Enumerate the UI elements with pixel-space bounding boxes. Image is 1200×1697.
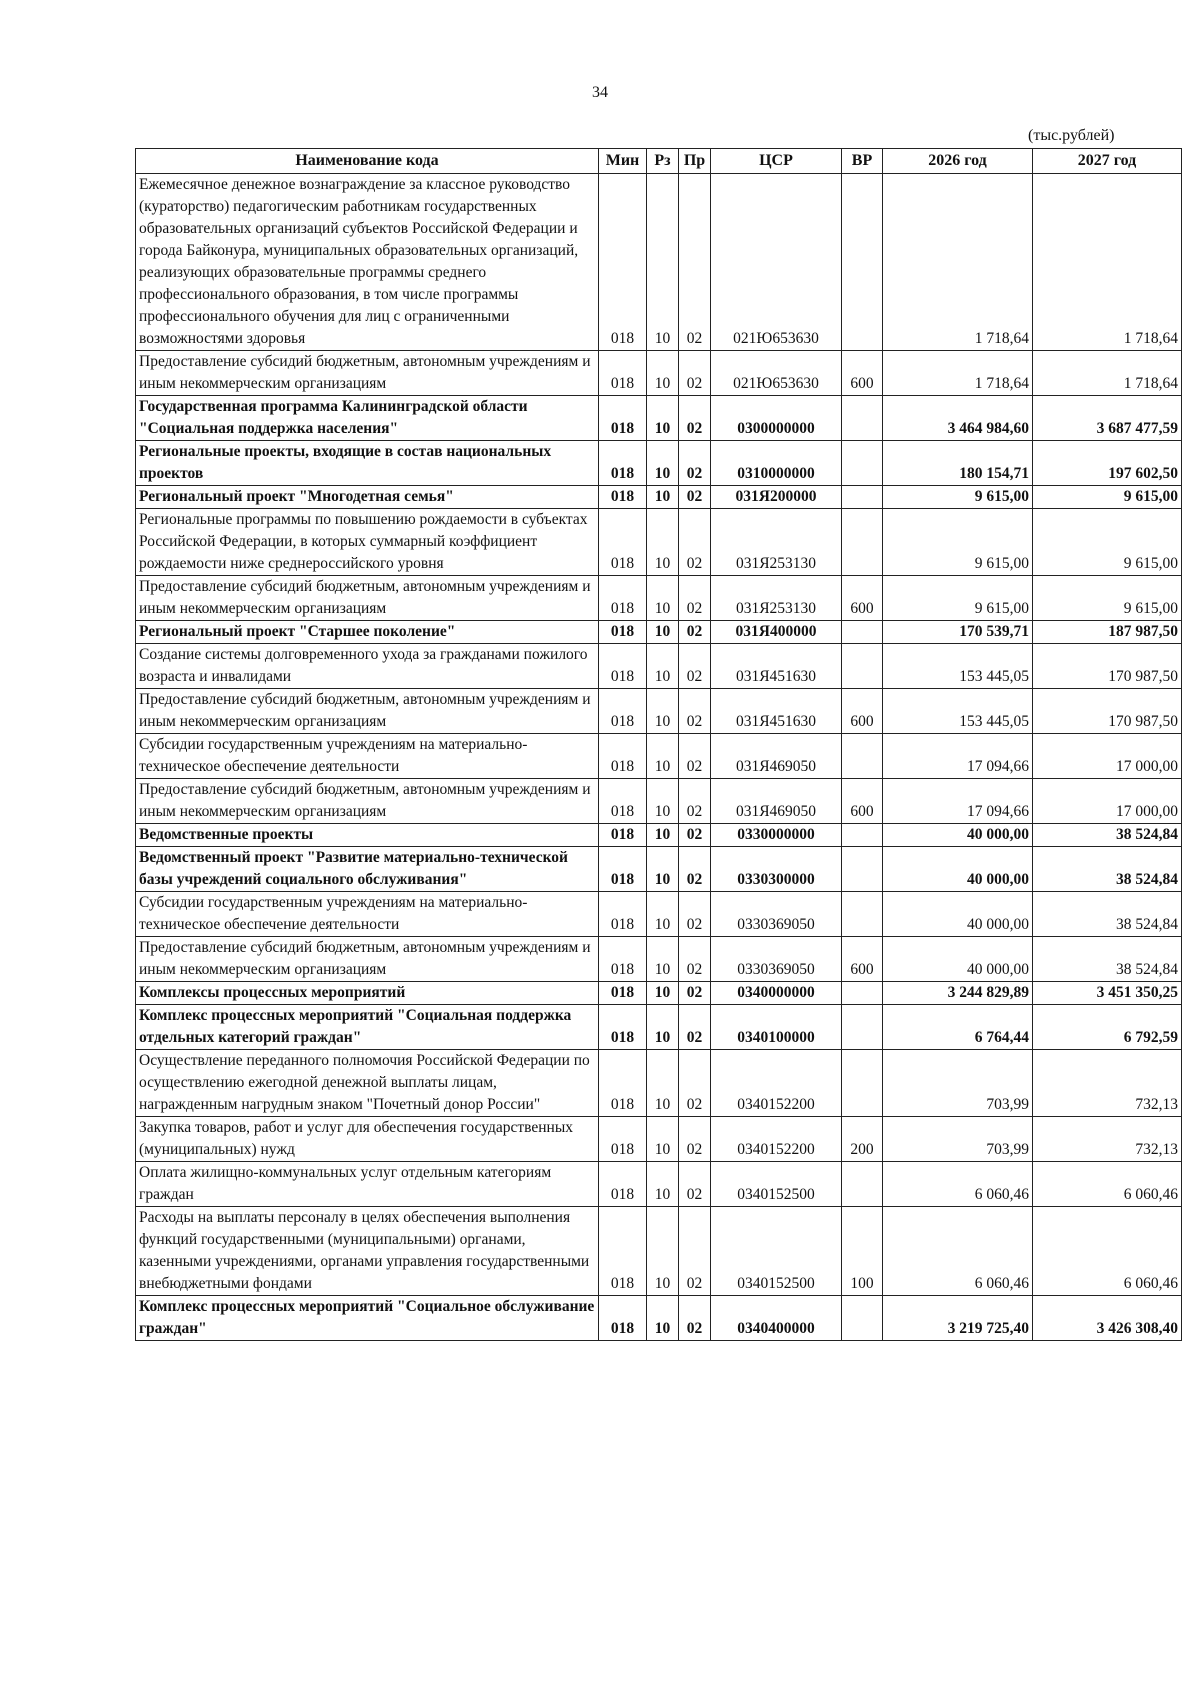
- cell-vr: 200: [842, 1117, 883, 1162]
- cell-2026: 40 000,00: [883, 847, 1033, 892]
- table-row: [136, 1117, 1182, 1162]
- cell-name: Расходы на выплаты персоналу в целях обеспечения выполнения функций государственными (муниципальными) органами, казенными учреждениями, органами управления государственными внебюджетными фондами: [136, 1207, 599, 1296]
- cell-csr: 031Я253130: [711, 576, 842, 621]
- cell-min: 018: [599, 441, 647, 486]
- table-row: [136, 779, 1182, 824]
- cell-rz: 10: [647, 1117, 679, 1162]
- cell-2026: 6 060,46: [883, 1162, 1033, 1207]
- cell-name: Ежемесячное денежное вознаграждение за классное руководство (кураторство) педагогическим работникам государственных образовательных организаций субъектов Российской Федерации и города Байконура, муниципальных образовательных организаций, реализующих образовательные программы среднего профессионального образования, в том числе программы профессионального обучения для лиц с ограниченными возможностями здоровья: [136, 174, 599, 351]
- cell-csr: 0340152500: [711, 1162, 842, 1207]
- cell-2026: 703,99: [883, 1050, 1033, 1117]
- cell-name: Предоставление субсидий бюджетным, автономным учреждениям и иным некоммерческим организациям: [136, 576, 599, 621]
- cell-2027: 170 987,50: [1033, 689, 1182, 734]
- cell-name: Субсидии государственным учреждениям на материально-техническое обеспечение деятельности: [136, 892, 599, 937]
- cell-vr: [842, 824, 883, 847]
- cell-min: 018: [599, 937, 647, 982]
- table-row: [136, 174, 1182, 351]
- cell-pr: 02: [679, 576, 711, 621]
- cell-csr: 0340152500: [711, 1207, 842, 1296]
- cell-name: Предоставление субсидий бюджетным, автономным учреждениям и иным некоммерческим организациям: [136, 937, 599, 982]
- header-2026: 2026 год: [883, 149, 1033, 174]
- cell-pr: 02: [679, 982, 711, 1005]
- cell-2026: 40 000,00: [883, 892, 1033, 937]
- table-row: [136, 892, 1182, 937]
- cell-csr: 031Я469050: [711, 779, 842, 824]
- cell-2027: 6 792,59: [1033, 1005, 1182, 1050]
- cell-vr: [842, 441, 883, 486]
- budget-table: [135, 148, 1182, 1341]
- cell-pr: 02: [679, 621, 711, 644]
- cell-min: 018: [599, 1005, 647, 1050]
- cell-2027: 9 615,00: [1033, 509, 1182, 576]
- cell-2027: 732,13: [1033, 1050, 1182, 1117]
- cell-rz: 10: [647, 441, 679, 486]
- cell-name: Государственная программа Калининградской области "Социальная поддержка населения": [136, 396, 599, 441]
- cell-2026: 153 445,05: [883, 644, 1033, 689]
- cell-vr: 600: [842, 937, 883, 982]
- cell-vr: [842, 1296, 883, 1341]
- cell-csr: 021Ю653630: [711, 174, 842, 351]
- cell-vr: [842, 509, 883, 576]
- cell-min: 018: [599, 1207, 647, 1296]
- cell-rz: 10: [647, 1005, 679, 1050]
- cell-name: Комплекс процессных мероприятий "Социальное обслуживание граждан": [136, 1296, 599, 1341]
- cell-2027: 17 000,00: [1033, 734, 1182, 779]
- cell-2027: 6 060,46: [1033, 1207, 1182, 1296]
- cell-rz: 10: [647, 351, 679, 396]
- cell-2026: 1 718,64: [883, 174, 1033, 351]
- cell-rz: 10: [647, 1050, 679, 1117]
- cell-csr: 0330369050: [711, 937, 842, 982]
- cell-2026: 40 000,00: [883, 937, 1033, 982]
- cell-csr: 021Ю653630: [711, 351, 842, 396]
- cell-pr: 02: [679, 1050, 711, 1117]
- cell-rz: 10: [647, 779, 679, 824]
- table-row: [136, 1207, 1182, 1296]
- cell-rz: 10: [647, 892, 679, 937]
- table-row: [136, 576, 1182, 621]
- cell-2027: 3 451 350,25: [1033, 982, 1182, 1005]
- cell-min: 018: [599, 779, 647, 824]
- table-row: [136, 1050, 1182, 1117]
- cell-min: 018: [599, 644, 647, 689]
- cell-2027: 38 524,84: [1033, 937, 1182, 982]
- table-row: [136, 1296, 1182, 1341]
- cell-rz: 10: [647, 1207, 679, 1296]
- cell-csr: 031Я469050: [711, 734, 842, 779]
- cell-vr: [842, 847, 883, 892]
- cell-vr: 600: [842, 576, 883, 621]
- cell-rz: 10: [647, 576, 679, 621]
- header-csr: ЦСР: [711, 149, 842, 174]
- cell-name: Предоставление субсидий бюджетным, автономным учреждениям и иным некоммерческим организациям: [136, 779, 599, 824]
- cell-name: Оплата жилищно-коммунальных услуг отдельным категориям граждан: [136, 1162, 599, 1207]
- header-2027: 2027 год: [1033, 149, 1182, 174]
- cell-2027: 187 987,50: [1033, 621, 1182, 644]
- cell-rz: 10: [647, 689, 679, 734]
- cell-min: 018: [599, 509, 647, 576]
- units-label: (тыс.рублей): [1028, 127, 1115, 144]
- table-row: [136, 824, 1182, 847]
- cell-pr: 02: [679, 734, 711, 779]
- header-row: [136, 149, 1182, 174]
- cell-pr: 02: [679, 937, 711, 982]
- table-row: [136, 509, 1182, 576]
- table-row: [136, 1162, 1182, 1207]
- table-row: [136, 847, 1182, 892]
- cell-csr: 0340100000: [711, 1005, 842, 1050]
- cell-pr: 02: [679, 1005, 711, 1050]
- cell-rz: 10: [647, 982, 679, 1005]
- header-rz: Рз: [647, 149, 679, 174]
- table-row: [136, 982, 1182, 1005]
- cell-pr: 02: [679, 644, 711, 689]
- table-row: [136, 486, 1182, 509]
- cell-2026: 9 615,00: [883, 509, 1033, 576]
- cell-min: 018: [599, 1162, 647, 1207]
- cell-2026: 40 000,00: [883, 824, 1033, 847]
- cell-min: 018: [599, 1050, 647, 1117]
- cell-2027: 38 524,84: [1033, 892, 1182, 937]
- cell-csr: 0330000000: [711, 824, 842, 847]
- cell-2026: 17 094,66: [883, 779, 1033, 824]
- cell-min: 018: [599, 824, 647, 847]
- cell-rz: 10: [647, 644, 679, 689]
- cell-min: 018: [599, 1296, 647, 1341]
- cell-vr: [842, 1050, 883, 1117]
- cell-name: Ведомственный проект "Развитие материально-технической базы учреждений социального обслуживания": [136, 847, 599, 892]
- cell-2026: 1 718,64: [883, 351, 1033, 396]
- cell-rz: 10: [647, 1296, 679, 1341]
- cell-2027: 732,13: [1033, 1117, 1182, 1162]
- cell-pr: 02: [679, 174, 711, 351]
- cell-vr: 600: [842, 779, 883, 824]
- cell-min: 018: [599, 396, 647, 441]
- cell-pr: 02: [679, 892, 711, 937]
- cell-csr: 0340400000: [711, 1296, 842, 1341]
- cell-2027: 9 615,00: [1033, 486, 1182, 509]
- cell-2026: 3 244 829,89: [883, 982, 1033, 1005]
- cell-pr: 02: [679, 441, 711, 486]
- table-row: [136, 621, 1182, 644]
- cell-min: 018: [599, 734, 647, 779]
- cell-vr: 600: [842, 351, 883, 396]
- cell-2027: 3 687 477,59: [1033, 396, 1182, 441]
- cell-vr: [842, 621, 883, 644]
- cell-2026: 180 154,71: [883, 441, 1033, 486]
- cell-vr: [842, 1005, 883, 1050]
- cell-rz: 10: [647, 847, 679, 892]
- cell-vr: [842, 486, 883, 509]
- cell-vr: [842, 644, 883, 689]
- cell-vr: [842, 892, 883, 937]
- cell-2026: 703,99: [883, 1117, 1033, 1162]
- table-row: [136, 1005, 1182, 1050]
- cell-min: 018: [599, 576, 647, 621]
- cell-name: Предоставление субсидий бюджетным, автономным учреждениям и иным некоммерческим организациям: [136, 351, 599, 396]
- table-row: [136, 441, 1182, 486]
- cell-vr: 100: [842, 1207, 883, 1296]
- cell-2026: 170 539,71: [883, 621, 1033, 644]
- cell-rz: 10: [647, 937, 679, 982]
- table-row: [136, 734, 1182, 779]
- cell-pr: 02: [679, 486, 711, 509]
- cell-name: Предоставление субсидий бюджетным, автономным учреждениям и иным некоммерческим организациям: [136, 689, 599, 734]
- cell-csr: 0310000000: [711, 441, 842, 486]
- cell-pr: 02: [679, 689, 711, 734]
- cell-name: Осуществление переданного полномочия Российской Федерации по осуществлению ежегодной денежной выплаты лицам, награжденным нагрудным знаком "Почетный донор России": [136, 1050, 599, 1117]
- cell-min: 018: [599, 847, 647, 892]
- cell-2026: 9 615,00: [883, 486, 1033, 509]
- cell-2027: 9 615,00: [1033, 576, 1182, 621]
- cell-vr: [842, 396, 883, 441]
- cell-rz: 10: [647, 174, 679, 351]
- cell-csr: 031Я200000: [711, 486, 842, 509]
- cell-pr: 02: [679, 1296, 711, 1341]
- cell-csr: 0340152200: [711, 1050, 842, 1117]
- cell-name: Создание системы долговременного ухода за гражданами пожилого возраста и инвалидами: [136, 644, 599, 689]
- cell-name: Субсидии государственным учреждениям на материально-техническое обеспечение деятельности: [136, 734, 599, 779]
- cell-rz: 10: [647, 734, 679, 779]
- cell-2027: 6 060,46: [1033, 1162, 1182, 1207]
- cell-2027: 38 524,84: [1033, 824, 1182, 847]
- cell-pr: 02: [679, 396, 711, 441]
- cell-min: 018: [599, 1117, 647, 1162]
- cell-vr: [842, 1162, 883, 1207]
- cell-min: 018: [599, 351, 647, 396]
- cell-min: 018: [599, 174, 647, 351]
- table-row: [136, 396, 1182, 441]
- cell-2026: 3 219 725,40: [883, 1296, 1033, 1341]
- cell-rz: 10: [647, 486, 679, 509]
- cell-name: Региональный проект "Старшее поколение": [136, 621, 599, 644]
- cell-csr: 0330300000: [711, 847, 842, 892]
- cell-name: Комплексы процессных мероприятий: [136, 982, 599, 1005]
- cell-csr: 0300000000: [711, 396, 842, 441]
- cell-2026: 6 060,46: [883, 1207, 1033, 1296]
- cell-pr: 02: [679, 779, 711, 824]
- cell-2027: 1 718,64: [1033, 174, 1182, 351]
- cell-vr: [842, 734, 883, 779]
- header-vr: ВР: [842, 149, 883, 174]
- cell-csr: 031Я451630: [711, 689, 842, 734]
- cell-2027: 17 000,00: [1033, 779, 1182, 824]
- cell-2026: 17 094,66: [883, 734, 1033, 779]
- table-body: [136, 174, 1182, 1341]
- cell-rz: 10: [647, 1162, 679, 1207]
- cell-name: Ведомственные проекты: [136, 824, 599, 847]
- cell-pr: 02: [679, 1117, 711, 1162]
- cell-2027: 3 426 308,40: [1033, 1296, 1182, 1341]
- cell-2026: 153 445,05: [883, 689, 1033, 734]
- cell-min: 018: [599, 689, 647, 734]
- table-row: [136, 937, 1182, 982]
- header-pr: Пр: [679, 149, 711, 174]
- cell-name: Региональные программы по повышению рождаемости в субъектах Российской Федерации, в которых суммарный коэффициент рождаемости ниже среднероссийского уровня: [136, 509, 599, 576]
- cell-2027: 1 718,64: [1033, 351, 1182, 396]
- cell-vr: [842, 982, 883, 1005]
- cell-name: Региональный проект "Многодетная семья": [136, 486, 599, 509]
- cell-2027: 38 524,84: [1033, 847, 1182, 892]
- cell-min: 018: [599, 982, 647, 1005]
- cell-name: Закупка товаров, работ и услуг для обеспечения государственных (муниципальных) нужд: [136, 1117, 599, 1162]
- cell-min: 018: [599, 486, 647, 509]
- cell-csr: 031Я253130: [711, 509, 842, 576]
- cell-2026: 9 615,00: [883, 576, 1033, 621]
- cell-name: Региональные проекты, входящие в состав национальных проектов: [136, 441, 599, 486]
- cell-vr: [842, 174, 883, 351]
- cell-rz: 10: [647, 396, 679, 441]
- cell-min: 018: [599, 892, 647, 937]
- cell-csr: 0330369050: [711, 892, 842, 937]
- header-name: Наименование кода: [136, 149, 599, 174]
- table-row: [136, 689, 1182, 734]
- cell-pr: 02: [679, 1207, 711, 1296]
- cell-name: Комплекс процессных мероприятий "Социальная поддержка отдельных категорий граждан": [136, 1005, 599, 1050]
- table-row: [136, 351, 1182, 396]
- cell-rz: 10: [647, 621, 679, 644]
- cell-vr: 600: [842, 689, 883, 734]
- cell-csr: 031Я400000: [711, 621, 842, 644]
- page-number: 34: [592, 84, 608, 101]
- cell-csr: 0340000000: [711, 982, 842, 1005]
- cell-pr: 02: [679, 1162, 711, 1207]
- cell-2027: 170 987,50: [1033, 644, 1182, 689]
- cell-pr: 02: [679, 509, 711, 576]
- cell-csr: 031Я451630: [711, 644, 842, 689]
- table-row: [136, 644, 1182, 689]
- cell-pr: 02: [679, 824, 711, 847]
- cell-rz: 10: [647, 824, 679, 847]
- cell-csr: 0340152200: [711, 1117, 842, 1162]
- cell-rz: 10: [647, 509, 679, 576]
- cell-2027: 197 602,50: [1033, 441, 1182, 486]
- header-min: Мин: [599, 149, 647, 174]
- cell-min: 018: [599, 621, 647, 644]
- cell-2026: 6 764,44: [883, 1005, 1033, 1050]
- cell-2026: 3 464 984,60: [883, 396, 1033, 441]
- cell-pr: 02: [679, 847, 711, 892]
- cell-pr: 02: [679, 351, 711, 396]
